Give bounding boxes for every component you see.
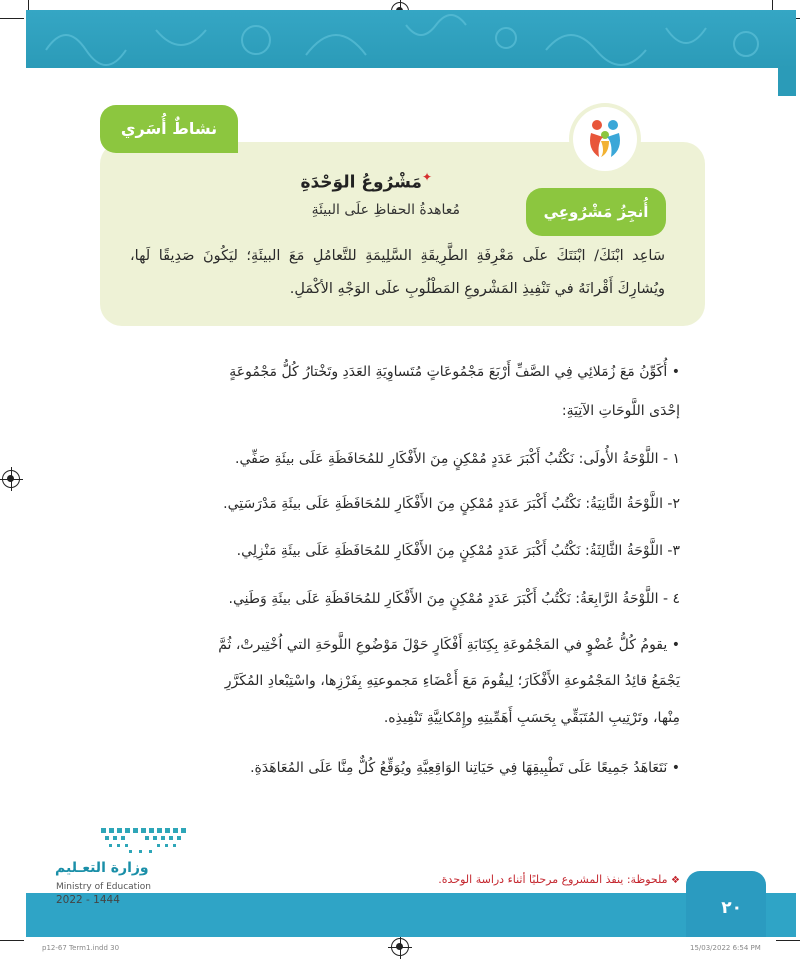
header-banner — [26, 10, 796, 68]
star-icon: ✦ — [421, 170, 432, 184]
edition-year: 2022 - 1444 — [56, 894, 120, 906]
ministry-name-ar: وزارة التعـليم — [55, 860, 149, 876]
unit-project-title: مَشْرُوعُ الوَحْدَةِ✦ — [300, 170, 432, 193]
project-note: ❖ ملحوظة: ينفذ المشروع مرحليًا أثناء دراسة الوحدة. — [438, 873, 680, 886]
registration-mark-icon — [2, 470, 20, 488]
ministry-name-en: Ministry of Education — [56, 882, 151, 892]
instruction-line: • أُكَوِّنُ مَعَ زُمَلائِي فِي الصَّفِّ أَرْبَعَ مَجْمُوعَاتٍ مُتَساوِيَةِ العَدَدِ وتَخْتارُ كُلُّ مَجْمُوعَةٍ — [229, 364, 680, 380]
note-symbol: ❖ — [671, 875, 680, 886]
instruction-line: إحْدَى اللَّوحَاتِ الآتِيَةِ: — [561, 403, 680, 419]
family-activity-tag: نشاطٌ أُسَري — [100, 105, 238, 153]
crop-mark — [776, 940, 800, 941]
print-slug-file: p12-67 Term1.indd 30 — [42, 944, 120, 952]
board-item-1: ١ - اللَّوْحَةُ الأُولَى: نَكْتُبُ أَكْبَرَ عَدَدٍ مُمْكِنٍ مِنَ الأَفْكَارِ للمُحَافَظَةِ عَلَى بيئَةِ صَفِّي. — [235, 451, 680, 467]
unit-project-subtitle: مُعاهدةُ الحفاظِ علَى البيئَةِ — [311, 202, 460, 218]
print-slug-date: 15/03/2022 6:54 PM — [690, 944, 761, 952]
closing-line: • نَتَعَاهَدُ جَمِيعًا عَلَى تَطْبِيقِهَا فِي حَيَاتِنا الوَاقِعِيَّةِ ويُوَقِّعُ كُلٌّ مِنَّا عَلَى المُعَاهَدَةِ. — [250, 760, 680, 776]
crop-mark — [0, 18, 24, 19]
ministry-dots-icon — [57, 826, 197, 860]
page-number: ٢٠ — [721, 898, 742, 918]
board-item-4: ٤ - اللَّوْحَةُ الرَّابِعَةُ: نَكْتُبُ أَكْبَرَ عَدَدٍ مُمْكِنٍ مِنَ الأَفْكَارِ للمُحَافَظَةِ عَلَى بيئَةِ وَطَنِي. — [228, 591, 680, 607]
board-item-3: ٣- اللَّوْحَةُ الثَّالِثَةُ: نَكْتُبُ أَكْبَرَ عَدَدٍ مُمْكِنٍ مِنَ الأَفْكَارِ للمُحَافَظَةِ عَلَى بيئَةِ مَنْزِلِي. — [236, 543, 680, 559]
instruction-line: مِنْها، وتَرْتِيبِ المُتَبَقِّي بِحَسَبِ أَهَمِّيتِهِ وإِمْكانِيَّةِ تَنْفِيذِه. — [383, 710, 680, 726]
registration-mark-icon — [391, 938, 409, 956]
banner-pattern — [26, 10, 796, 68]
instruction-line: • يقومُ كُلُّ عُضْوٍ في المَجْمُوعَةِ بِكِتَابَةِ أَفْكَارٍ حَوْلَ مَوْضُوعِ اللَّوحَةِ التي اُخْتِيرتْ، ثُمَّ — [218, 637, 680, 653]
instruction-line: يَجْمَعُ قائِدُ المَجْمُوعةِ الأَفْكَارَ؛ لِيقُومَ مَعَ أَعْضَاءِ مَجموعتِهِ بِفَرْزِها، واسْتِبْعادِ المُكَرَّرِ — [224, 673, 680, 689]
board-item-2: ٢- اللَّوْحَةُ الثَّانِيَةُ: نَكْتُبُ أَكْبَرَ عَدَدٍ مُمْكِنٍ مِنَ الأَفْكَارِ للمُحَافَظَةِ عَلَى بيئَةِ مَدْرَسَتِي. — [223, 496, 680, 512]
crop-mark — [0, 940, 24, 941]
panel-instructions: سَاعِد ابْنَكَ/ ابْنَتَكَ علَى مَعْرِفَةِ الطَّرِيقَةِ السَّلِيمَةِ للتَّعامُلِ مَعَ البيئَةِ؛ ليَكُونَ صَدِيقًا لَها، ويُشارِكَ أَقْرانَهُ في تَنْفِيذِ المَشْروعِ المَطْلُوبِ علَى الوَجْهِ الأكْمَلِ. — [130, 248, 665, 297]
family-icon — [573, 107, 637, 171]
do-my-project-tag: أُنجِزُ مَشْرُوعِي — [526, 188, 666, 236]
banner-edge — [778, 68, 796, 96]
